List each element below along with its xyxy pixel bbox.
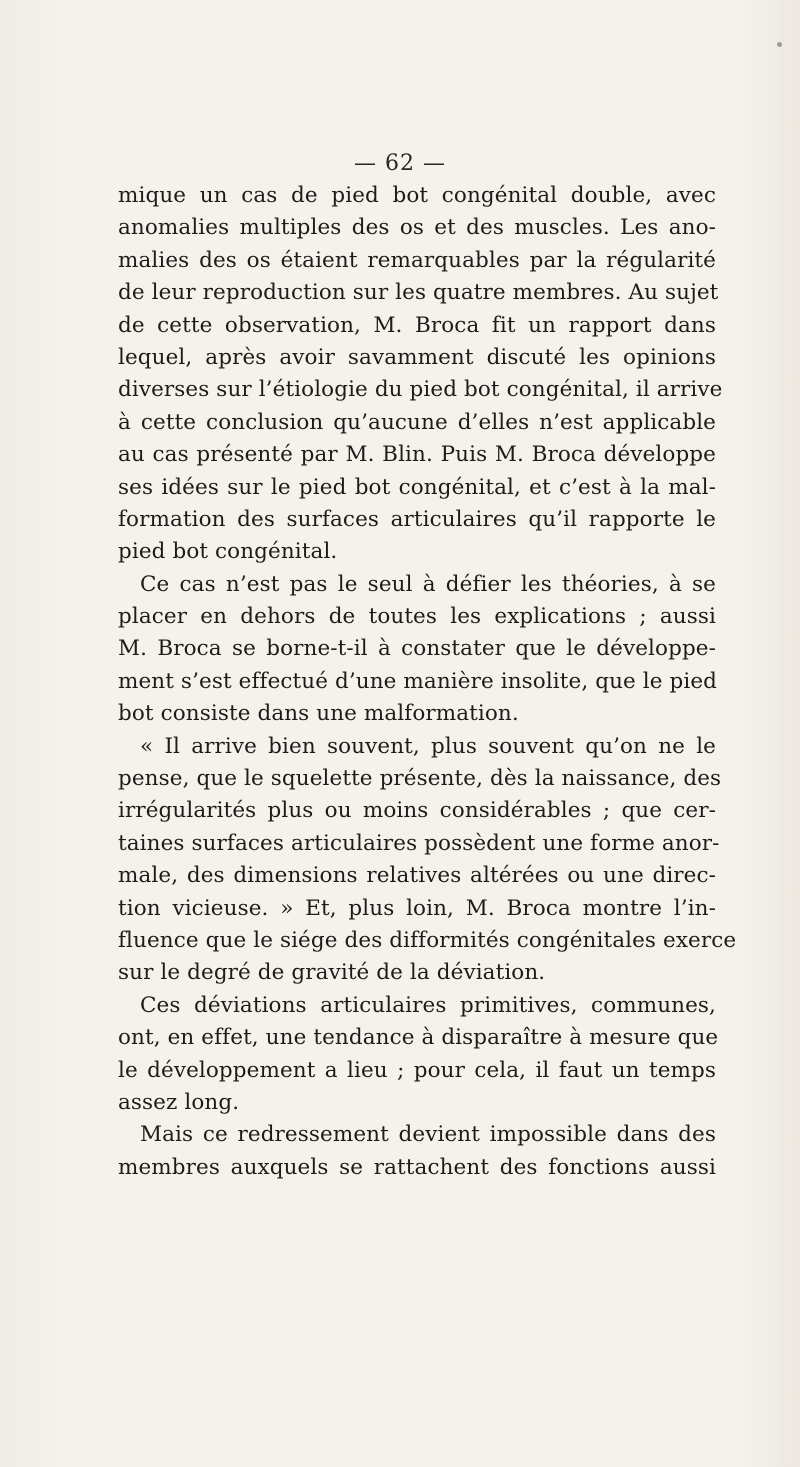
text-line: diverses sur l’étiologie du pied bot congénital, il arrive xyxy=(118,377,723,403)
paragraph-start-line: Mais ce redressement devient impossible dans des xyxy=(140,1122,716,1148)
ink-speck xyxy=(777,42,782,47)
text-line: tion vicieuse. » Et, plus loin, M. Broca montre l’in- xyxy=(118,895,716,921)
paragraph-end-line: assez long. xyxy=(118,1089,240,1115)
paragraph-start-line: « Il arrive bien souvent, plus souvent qu’on ne le xyxy=(140,733,716,759)
text-line: mique un cas de pied bot congénital double, avec xyxy=(118,183,716,208)
text-line: à cette conclusion qu’aucune d’elles n’est applicable xyxy=(118,409,716,435)
text-line: ses idées sur le pied bot congénital, et c’est à la mal- xyxy=(118,474,716,500)
text-line: M. Broca se borne-t-il à constater que le développe- xyxy=(118,636,716,662)
text-line: le développement a lieu ; pour cela, il faut un temps xyxy=(118,1057,716,1083)
text-line: membres auxquels se rattachent des fonctions aussi xyxy=(118,1154,716,1180)
text-line: anomalies multiples des os et des muscles. Les ano- xyxy=(118,215,716,241)
text-line: formation des surfaces articulaires qu’il rapporte le xyxy=(118,506,716,532)
paragraph-start-line: Ce cas n’est pas le seul à défier les théories, à se xyxy=(140,571,716,597)
page-number: — 62 — xyxy=(354,151,446,176)
paragraph-end-line: sur le degré de gravité de la déviation. xyxy=(118,960,546,986)
text-line: de cette observation, M. Broca fit un rapport dans xyxy=(118,312,716,338)
paragraph-end-line: bot consiste dans une malformation. xyxy=(118,701,519,727)
text-line: ment s’est effectué d’une manière insolite, que le pied xyxy=(118,668,718,694)
text-line: taines surfaces articulaires possèdent une forme anor- xyxy=(118,830,720,856)
text-line: irrégularités plus ou moins considérables ; que cer- xyxy=(118,798,716,824)
paragraph-start-line: Ces déviations articulaires primitives, communes, xyxy=(140,992,716,1018)
paragraph-end-line: pied bot congénital. xyxy=(118,539,338,565)
text-line: pense, que le squelette présente, dès la naissance, des xyxy=(118,766,722,792)
text-line: male, des dimensions relatives altérées ou une direc- xyxy=(118,863,716,889)
text-line: lequel, après avoir savamment discuté les opinions xyxy=(118,344,716,370)
text-line: placer en dehors de toutes les explications ; aussi xyxy=(118,604,716,630)
text-line: fluence que le siége des difformités congénitales exerce xyxy=(118,927,737,953)
text-line: de leur reproduction sur les quatre membres. Au sujet xyxy=(118,280,719,306)
text-line: au cas présenté par M. Blin. Puis M. Broca développe xyxy=(118,442,716,468)
body-text xyxy=(118,180,737,1184)
text-line: ont, en effet, une tendance à disparaître à mesure que xyxy=(118,1025,719,1051)
text-line: malies des os étaient remarquables par la régularité xyxy=(118,247,716,273)
